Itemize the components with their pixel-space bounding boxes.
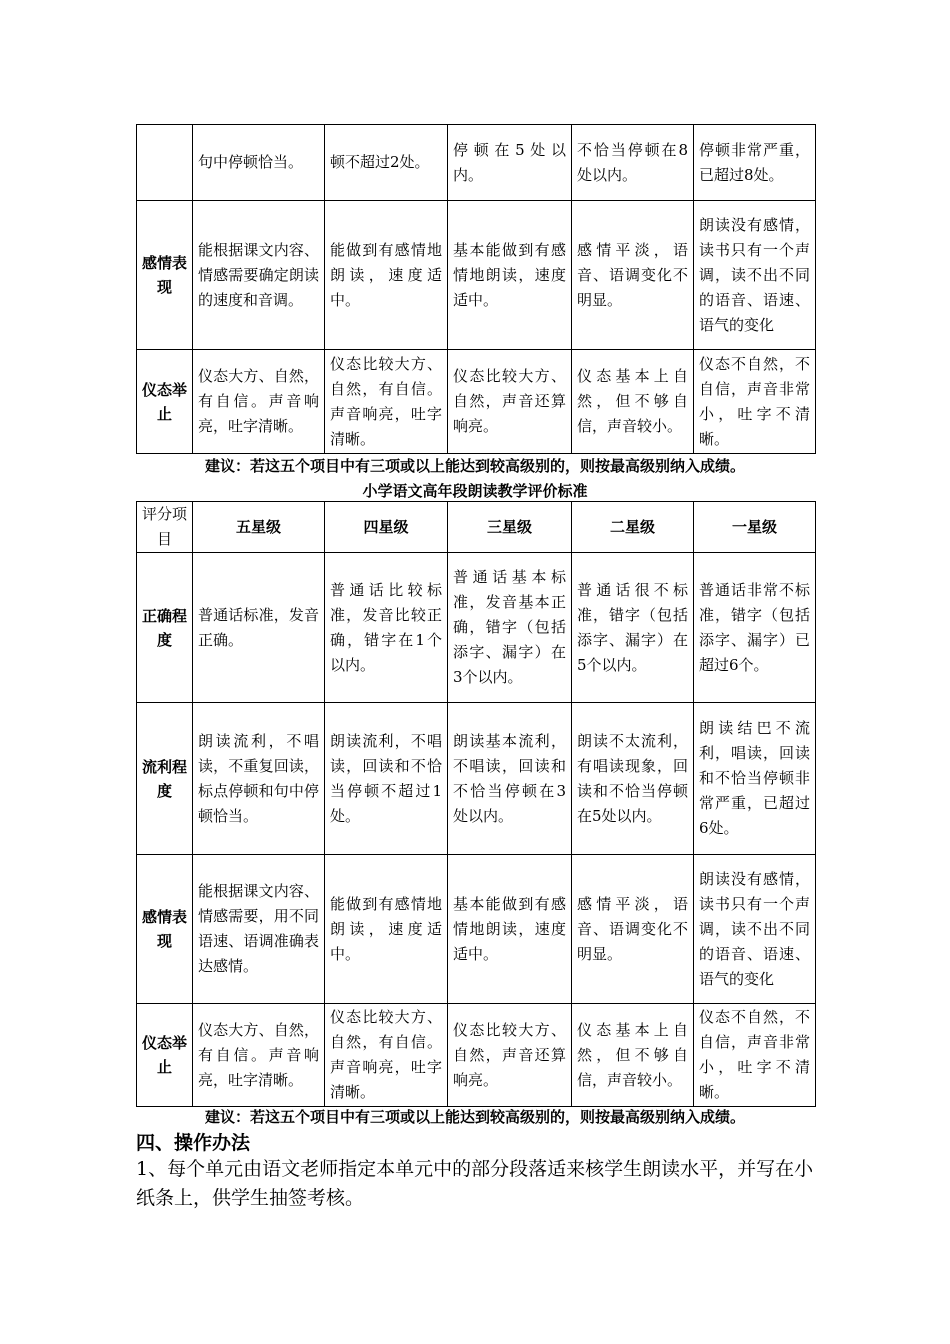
rubric-table [136, 501, 816, 1107]
rubric-cell: 普通话比较标准，发音比较正确，错字在1个以内。 [325, 553, 448, 703]
rubric-cell: 仪态比较大方、自然，声音还算响亮。 [448, 1004, 572, 1107]
rubric-cell: 能根据课文内容、情感需要，用不同语速、语调准确表达感情。 [193, 855, 325, 1004]
table-row [137, 1004, 816, 1107]
paragraph: 1、每个单元由语文老师指定本单元中的部分段落适来核学生朗读水平，并写在小纸条上，供学生抽签考核。 [136, 1158, 814, 1209]
rubric-cell: 基本能做到有感情地朗读，速度适中。 [448, 855, 572, 1004]
rubric-cell: 感情平淡，语音、语调变化不明显。 [572, 855, 694, 1004]
table-row [137, 855, 816, 1004]
rubric-cell: 停顿在5处以内。 [448, 125, 572, 201]
rubric-cell: 仪态大方、自然，有自信。声音响亮，吐字清晰。 [193, 1004, 325, 1107]
rubric-cell: 仪态比较大方、自然，有自信。声音响亮，吐字清晰。 [325, 350, 448, 454]
rubric-cell: 句中停顿恰当。 [193, 125, 325, 201]
header-cell: 二星级 [572, 502, 694, 553]
continued-rubric-table [136, 124, 816, 454]
rubric-cell: 感情平淡，语音、语调变化不明显。 [572, 201, 694, 350]
table-row [137, 125, 816, 201]
table-row [137, 201, 816, 350]
rubric-cell: 能根据课文内容、情感需要确定朗读的速度和音调。 [193, 201, 325, 350]
table-row [137, 553, 816, 703]
section-heading: 四、操作办法 [136, 1132, 251, 1154]
row-label: 感情表现 [137, 201, 193, 350]
suggestion-note: 建议：若这五个项目中有三项或以上能达到较高级别的，则按最高级别纳入成绩。 [204, 457, 745, 475]
table-row [137, 350, 816, 454]
header-cell: 三星级 [448, 502, 572, 553]
row-label: 正确程度 [137, 553, 193, 703]
rubric-cell: 仪态不自然，不自信，声音非常小，吐字不清晰。 [694, 1004, 816, 1107]
rubric-cell: 基本能做到有感情地朗读，速度适中。 [448, 201, 572, 350]
rubric-cell: 仪态大方、自然，有自信。声音响亮，吐字清晰。 [193, 350, 325, 454]
rubric-cell: 仪态比较大方、自然，声音还算响亮。 [448, 350, 572, 454]
row-label: 仪态举止 [137, 1004, 193, 1107]
rubric-cell: 能做到有感情地朗读，速度适中。 [325, 201, 448, 350]
rubric-cell: 仪态比较大方、自然，有自信。声音响亮，吐字清晰。 [325, 1004, 448, 1107]
rubric-cell: 朗读没有感情，读书只有一个声调，读不出不同的语音、语速、语气的变化 [694, 201, 816, 350]
row-label: 感情表现 [137, 855, 193, 1004]
table-row [137, 703, 816, 855]
rubric-cell: 仪态基本上自然，但不够自信，声音较小。 [572, 350, 694, 454]
rubric-cell: 顿不超过2处。 [325, 125, 448, 201]
row-label: 仪态举止 [137, 350, 193, 454]
table-caption: 小学语文高年段朗读教学评价标准 [362, 482, 588, 500]
header-cell: 一星级 [694, 502, 816, 553]
rubric-cell: 能做到有感情地朗读，速度适中。 [325, 855, 448, 1004]
rubric-cell: 不恰当停顿在8处以内。 [572, 125, 694, 201]
header-cell: 五星级 [193, 502, 325, 553]
rubric-cell: 普通话很不标准，错字（包括添字、漏字）在5个以内。 [572, 553, 694, 703]
rubric-cell: 朗读基本流利，不唱读，回读和不恰当停顿在3处以内。 [448, 703, 572, 855]
rubric-cell: 朗读流利，不唱读，不重复回读，标点停顿和句中停顿恰当。 [193, 703, 325, 855]
rubric-cell: 朗读结巴不流利，唱读，回读和不恰当停顿非常严重，已超过6处。 [694, 703, 816, 855]
header-cell: 四星级 [325, 502, 448, 553]
row-label [137, 125, 193, 201]
rubric-cell: 朗读不太流利，有唱读现象，回读和不恰当停顿在5处以内。 [572, 703, 694, 855]
header-cell: 评分项目 [137, 502, 193, 553]
suggestion-note: 建议：若这五个项目中有三项或以上能达到较高级别的，则按最高级别纳入成绩。 [204, 1108, 745, 1126]
rubric-cell: 普通话标准，发音正确。 [193, 553, 325, 703]
rubric-cell: 仪态基本上自然，但不够自信，声音较小。 [572, 1004, 694, 1107]
rubric-cell: 朗读没有感情，读书只有一个声调，读不出不同的语音、语速、语气的变化 [694, 855, 816, 1004]
rubric-cell: 朗读流利，不唱读，回读和不恰当停顿不超过1处。 [325, 703, 448, 855]
row-label: 流利程度 [137, 703, 193, 855]
rubric-cell: 停顿非常严重，已超过8处。 [694, 125, 816, 201]
rubric-cell: 普通话基本标准，发音基本正确，错字（包括添字、漏字）在3个以内。 [448, 553, 572, 703]
table-header-row [137, 502, 816, 553]
rubric-cell: 普通话非常不标准，错字（包括添字、漏字）已超过6个。 [694, 553, 816, 703]
rubric-cell: 仪态不自然，不自信，声音非常小，吐字不清晰。 [694, 350, 816, 454]
